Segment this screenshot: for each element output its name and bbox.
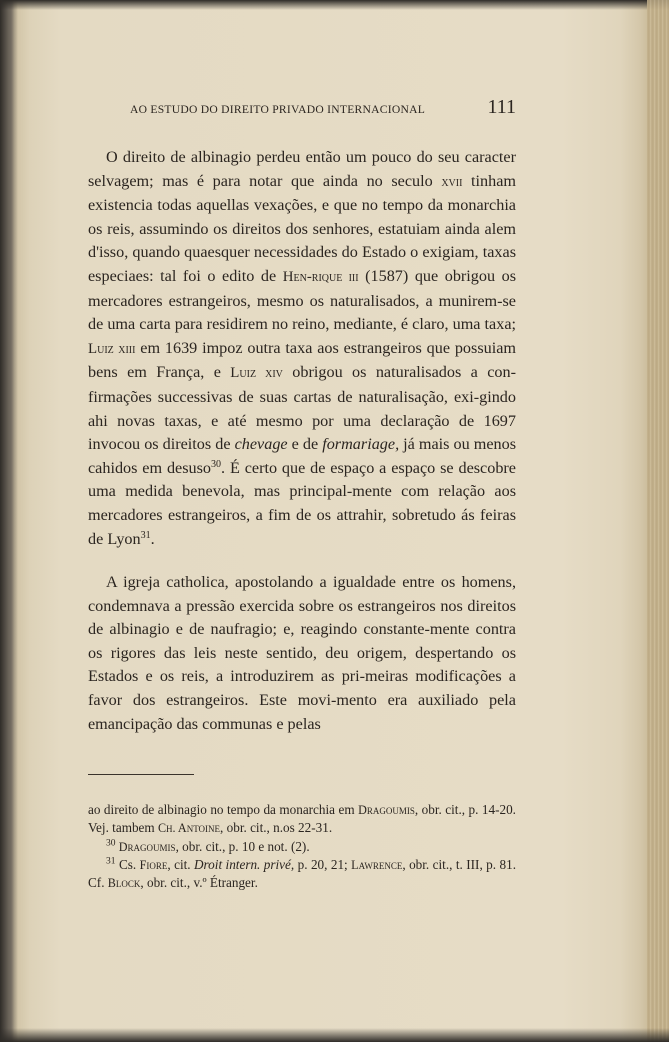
paragraph-1-text: já mais ou menos cahidos em desuso: [88, 435, 517, 477]
century-numeral: xvii: [441, 173, 463, 190]
top-edge-shadow: [0, 0, 669, 10]
footnote-number: 30: [106, 837, 116, 848]
author-name: Dragoumis: [358, 803, 415, 818]
running-head-title: AO ESTUDO DO DIREITO PRIVADO INTERNACIONAL: [130, 103, 426, 116]
name-henrique-iii: Hen-rique iii: [282, 268, 359, 285]
book-gutter-shadow: [0, 0, 18, 1042]
name-luiz-xiii: Luiz xiii: [88, 340, 136, 357]
term-formariage: formariage,: [322, 435, 400, 454]
footnote-ref-31[interactable]: 31: [140, 529, 151, 541]
author-name: Dragoumis: [118, 839, 176, 854]
footnote-number: 31: [106, 856, 116, 867]
author-name: Block: [107, 876, 141, 891]
paragraph-2: A igreja catholica, apostolando a igualdade entre os homens, condemnava a pressão exercida sobre os estrangeiros nos direitos de albinagio e de naufragio; e, reagindo constante-mente contra os rigores das leis neste sentido, deu origem, despertando os Estados e os reis, a introduzirem as pri-meiras modificações a favor dos estrangeiros. Este movi-mento era auxiliado pela emancipação das communas e pelas: [88, 573, 516, 733]
paragraph-1-text: tinham existencia todas aquellas vexações, e que no tempo da monarchia os reis, assumindo os direitos dos senhores, estatuiam ainda alem d'isso, quando quaesquer necessidades do Estado o exigiam, taxas especiaes: tal foi o edito de: [88, 171, 516, 285]
footnote-text: Cs.: [118, 856, 140, 872]
page-stack-edge: [647, 0, 669, 1042]
author-name: Fiore: [139, 857, 168, 872]
term-chevage: chevage: [234, 435, 288, 454]
footnote-text: , obr. cit., p. 10 e not. (2).: [175, 838, 310, 854]
footnote-text: , obr. cit., t. III, p. 81. Cf.: [88, 856, 516, 891]
running-head: [88, 96, 516, 136]
footnote-separator: [88, 774, 194, 775]
footnote-continuation: [88, 801, 516, 837]
paragraph-1-text: . É certo que de espaço a espaço se descobre uma medida benevola, mas principal-mente com relação aos mercadores estrangeiros, a fim de os attrahir, sobretudo ás feiras de Lyon: [88, 458, 516, 548]
name-luiz-xiv: Luiz xiv: [230, 365, 283, 382]
footnote-text: , cit.: [167, 856, 195, 872]
paragraph-1: [88, 146, 516, 551]
author-name: Lawrence: [351, 857, 403, 872]
work-title: Droit intern. privé,: [194, 856, 295, 872]
book-page: [88, 96, 516, 892]
paragraph-1-text: (1587) que obrigou os mercadores estrangeiros, mesmo os naturalisados, a munirem-se de uma carta para residirem no reino, mediante, é claro, uma taxa;: [88, 266, 517, 334]
footnote-text: , obr. cit., p. 14-20. Vej. tambem: [88, 802, 516, 836]
paragraph-1-text: em 1639 impoz outra taxa aos estrangeiros que possuiam bens em França, e: [88, 338, 516, 382]
footnote-ref-30[interactable]: 30: [211, 458, 222, 470]
bottom-edge-shadow: [0, 1028, 669, 1042]
paragraph-1-text: e de: [287, 435, 323, 454]
footnotes: [88, 801, 516, 892]
footnote-text: , obr. cit., n.os 22-31.: [220, 820, 333, 836]
footnote-text: p. 20, 21;: [294, 856, 352, 872]
footnote-text: ao direito de albinagio no tempo da monarchia em: [88, 802, 359, 818]
paragraph-1-text: obrigou os naturalisados a con-firmações successivas de suas cartas de naturalisação, exi-gindo ahi novas taxas, e até mesmo por uma declaração de 1697 invocou os direitos de: [88, 363, 516, 454]
main-text: [88, 146, 516, 736]
footnote-text: , obr. cit., v.º Étranger.: [140, 875, 258, 891]
paragraph-1-text: O direito de albinagio perdeu então um pouco do seu caracter selvagem; mas é para notar que ainda no seculo: [88, 148, 516, 190]
footnote-31: [88, 856, 516, 892]
footnote-30: [88, 838, 516, 856]
page-number: 111: [487, 96, 516, 118]
paragraph-1-text: .: [150, 529, 155, 548]
author-name: Ch. Antoine: [157, 821, 221, 836]
